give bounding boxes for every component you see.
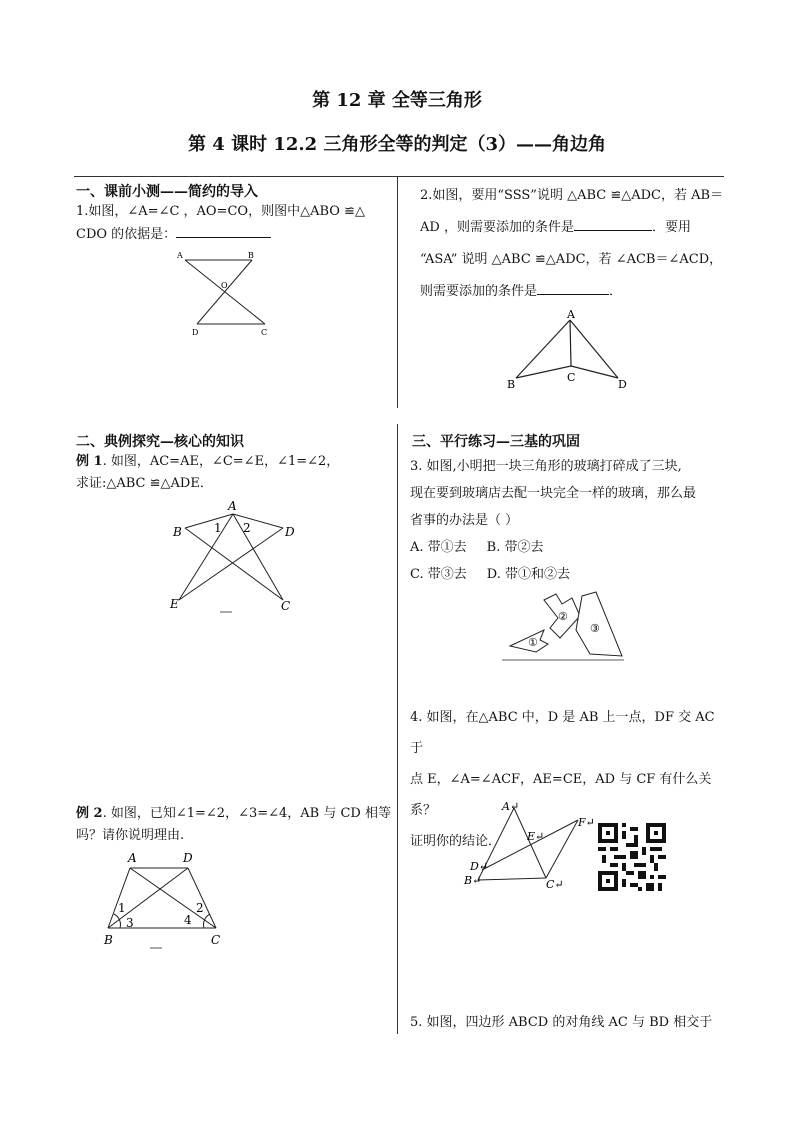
- q1-label-d: D: [192, 328, 199, 337]
- ex1-line2: 求证:△ABC ≌△ADE．: [76, 476, 213, 491]
- q1-label-b: B: [248, 251, 254, 260]
- qr-code[interactable]: [598, 823, 666, 891]
- q2-label-c: C: [567, 371, 576, 384]
- q2-line1: 2.如图，要用“SSS”说明 △ABC ≌△ADC，若 AB＝: [420, 188, 724, 203]
- ex2-figure: [98, 850, 233, 960]
- section1-heading: 一、课前小测——简约的导入: [76, 184, 258, 200]
- q2-line4-row: [420, 276, 725, 308]
- ex2-label-3: 3: [126, 916, 134, 930]
- ex2-label-b: B: [104, 933, 113, 947]
- ex2-label-2: 2: [196, 901, 204, 915]
- ex1-label-2: 2: [243, 521, 251, 535]
- ex2-line1-row: [76, 803, 391, 825]
- ex1-line1: . 如图，AC=AE，∠C=∠E，∠1=∠2，: [102, 454, 340, 469]
- lesson-title: 第 4 课时 12.2 三角形全等的判定（3）——角边角: [188, 134, 606, 155]
- ex1-label-c: C: [281, 599, 291, 613]
- q3-piece-1: ①: [528, 636, 538, 649]
- q2-line2-row: [420, 212, 725, 244]
- q3-options-row2: [410, 561, 725, 588]
- q1-text: [76, 201, 391, 246]
- q5-text: [410, 1011, 730, 1035]
- q2-line2a: AD ，则需要添加的条件是: [420, 220, 574, 235]
- q1-label-a: A: [177, 251, 183, 260]
- q3-option-c[interactable]: C. 带③去: [410, 567, 467, 582]
- q4-line2: 点 E，∠A=∠ACF，AE=CE，AD 与 CF 有什么关系？: [410, 772, 712, 818]
- q1-answer-blank[interactable]: [176, 223, 271, 238]
- ex1-label-1: 1: [214, 521, 222, 535]
- q4-label-f: F↵: [578, 816, 595, 829]
- ex2-label-1: 1: [118, 901, 126, 915]
- q3-line3: 省事的办法是（ ）: [410, 513, 519, 528]
- q1-figure: [170, 248, 280, 340]
- q3-option-a[interactable]: A. 带①去: [410, 540, 467, 555]
- q2-line4b: ．: [609, 284, 623, 299]
- ex2-label-d: D: [183, 851, 193, 865]
- q3-line2: 现在要到玻璃店去配一块完全一样的玻璃，那么最: [410, 486, 697, 501]
- q3-option-d[interactable]: D. 带①和②去: [486, 567, 570, 582]
- q1-line2-row: [76, 223, 391, 246]
- q2-line4a: 则需要添加的条件是: [420, 284, 538, 299]
- ex2-label-c: C: [211, 933, 221, 947]
- ex1-label-d: D: [285, 525, 295, 539]
- ex1-label: 例 1: [76, 454, 103, 469]
- q3-piece-3: ③: [590, 622, 600, 635]
- q3-option-b[interactable]: B. 带②去: [486, 540, 544, 555]
- q2-text: [420, 180, 725, 308]
- q2-answer-blank-1[interactable]: [574, 216, 652, 231]
- ex2-label-4: 4: [184, 913, 192, 927]
- q1-line1: 1.如图，∠A=∠C ，AO=CO，则图中△ABO ≌△: [76, 204, 365, 219]
- q2-line3: “ASA” 说明 △ABC ≌△ADC，若 ∠ACB＝∠ACD，: [420, 252, 723, 267]
- q4-label-d: D↵: [470, 860, 489, 873]
- ex1-label-a: A: [228, 499, 237, 513]
- q4-label-b: B↵: [464, 874, 482, 887]
- q4-line3: 证明你的结论．: [410, 834, 502, 849]
- q4-label-c: C↵: [546, 878, 564, 891]
- chapter-title: 第 12 章 全等三角形: [312, 90, 482, 111]
- q4-label-e: E↵: [527, 830, 545, 843]
- ex2-line2: 吗？请你说明理由.: [76, 828, 185, 843]
- q2-label-b: B: [507, 378, 516, 391]
- q4-label-a: A↵: [502, 800, 520, 813]
- ex2-label: 例 2: [76, 806, 103, 821]
- q2-figure: [500, 306, 640, 394]
- q2-answer-blank-2[interactable]: [537, 280, 609, 295]
- ex1-label-e: E: [170, 597, 179, 611]
- top-divider: [74, 176, 724, 177]
- section3-heading: 三、平行练习—三基的巩固: [412, 434, 580, 450]
- ex1-figure: [165, 496, 305, 624]
- ex1-line1-row: [76, 451, 391, 473]
- q3-text: [410, 453, 725, 588]
- ex1-label-b: B: [173, 525, 182, 539]
- q2-label-d: D: [618, 378, 627, 391]
- q3-piece-2: ②: [558, 610, 568, 623]
- ex2-line1: . 如图，已知∠1=∠2，∠3=∠4，AB 与 CD 相等: [102, 806, 391, 821]
- q2-label-a: A: [567, 308, 575, 321]
- q1-line2: CDO 的依据是：: [76, 227, 177, 242]
- ex2-text: [76, 803, 391, 847]
- column-divider-bottom: [397, 424, 398, 1034]
- q4-line1: 4. 如图，在△ABC 中，D 是 AB 上一点，DF 交 AC 于: [410, 710, 715, 756]
- q1-label-o: O: [221, 281, 228, 290]
- q3-figure: [500, 590, 630, 665]
- section2-heading: 二、典例探究—核心的知识: [76, 434, 244, 450]
- q4-figure: [460, 798, 600, 894]
- q3-options-row1: [410, 534, 725, 561]
- ex1-text: [76, 451, 391, 495]
- q1-label-c: C: [261, 328, 268, 337]
- ex2-label-a: A: [128, 851, 137, 865]
- q5-line1: 5. 如图，四边形 ABCD 的对角线 AC 与 BD 相交于: [410, 1015, 713, 1030]
- q2-line2b: ．要用: [651, 220, 691, 235]
- column-divider-top: [397, 176, 398, 408]
- q3-line1: 3. 如图,小明把一块三角形的玻璃打碎成了三块,: [410, 459, 682, 474]
